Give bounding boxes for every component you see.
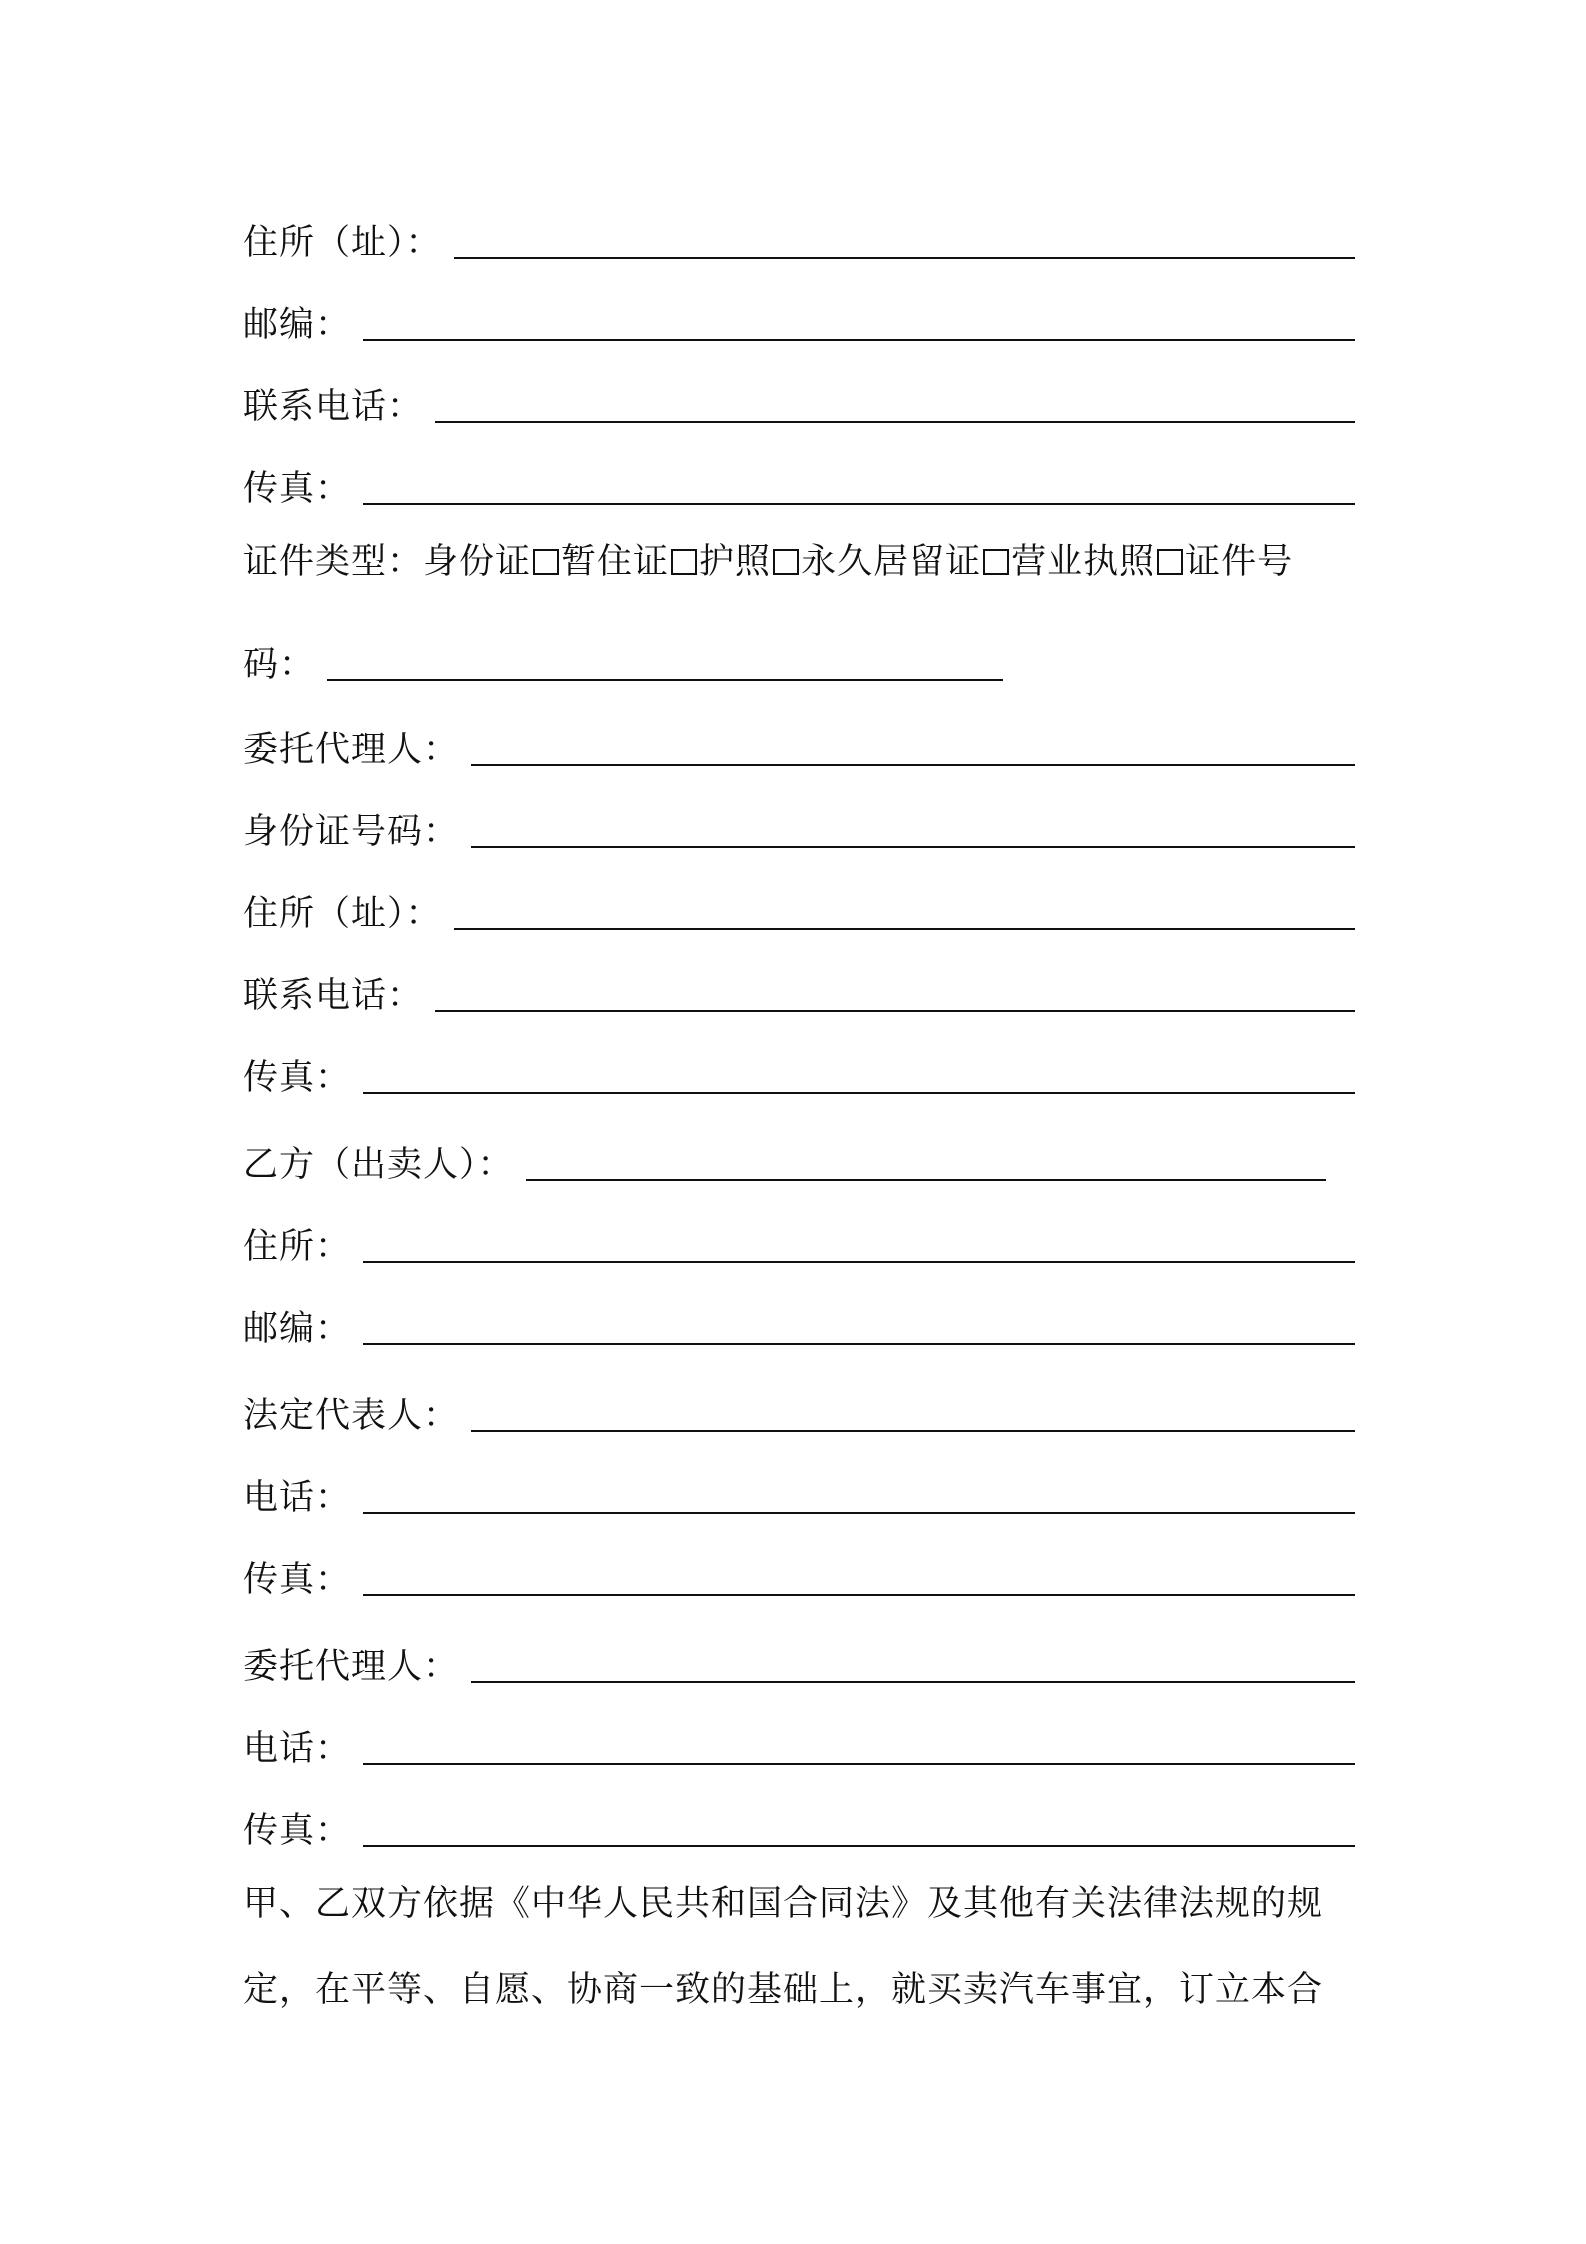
field-b-fax (243, 1542, 1355, 1602)
field-label: 委托代理人： (243, 730, 460, 770)
field-label: 邮编： (243, 305, 352, 345)
blank-line (471, 846, 1355, 848)
field-id-card-number (243, 794, 1355, 854)
field-b-agent-fax (243, 1793, 1355, 1853)
field-b-legal-rep (243, 1378, 1355, 1438)
id-option-label: 护照 (699, 542, 772, 582)
field-label: 电话： (243, 1729, 352, 1769)
field-label: 住所（址）： (243, 894, 442, 934)
blank-line (454, 257, 1355, 259)
blank-line (454, 928, 1355, 930)
field-fax (243, 451, 1355, 511)
field-label: 住所： (243, 1227, 352, 1267)
field-label: 传真： (243, 1560, 352, 1600)
blank-line (363, 503, 1355, 505)
id-number-label-part1: 证件号 (1185, 542, 1294, 582)
field-label: 住所（址）： (243, 223, 442, 263)
field-party-b (243, 1127, 1355, 1187)
field-agent-fax (243, 1040, 1355, 1100)
blank-line (363, 1512, 1355, 1514)
blank-line (471, 1430, 1355, 1432)
field-label: 传真： (243, 469, 352, 509)
checkbox[interactable] (671, 549, 697, 575)
blank-line (471, 764, 1355, 766)
field-label: 邮编： (243, 1309, 352, 1349)
field-label: 传真： (243, 1811, 352, 1851)
field-agent-address (243, 876, 1355, 936)
field-address (243, 205, 1355, 265)
checkbox[interactable] (1157, 549, 1183, 575)
field-b-phone (243, 1460, 1355, 1520)
field-label: 码： (243, 645, 316, 685)
field-agent (243, 712, 1355, 772)
field-label: 委托代理人： (243, 1647, 460, 1687)
blank-line (435, 421, 1355, 423)
id-type-label: 证件类型： (243, 542, 424, 582)
id-type-line (243, 540, 1355, 584)
id-option-label: 永久居留证 (801, 542, 982, 582)
id-option-label: 营业执照 (1011, 542, 1156, 582)
checkbox[interactable] (773, 549, 799, 575)
blank-line (363, 1261, 1355, 1263)
field-agent-phone (243, 958, 1355, 1018)
blank-line (363, 339, 1355, 341)
field-b-address (243, 1209, 1355, 1269)
blank-line (363, 1845, 1355, 1847)
id-option-label: 身份证 (423, 542, 532, 582)
blank-line (363, 1594, 1355, 1596)
field-label: 电话： (243, 1478, 352, 1518)
field-postcode (243, 287, 1355, 347)
field-label: 传真： (243, 1058, 352, 1098)
preamble-line-2: 定，在平等、自愿、协商一致的基础上，就买卖汽车事宜，订立本合 (243, 1970, 1324, 2010)
field-label: 联系电话： (243, 387, 424, 427)
blank-line (363, 1092, 1355, 1094)
field-b-agent-phone (243, 1711, 1355, 1771)
field-label: 法定代表人： (243, 1396, 460, 1436)
blank-line (363, 1343, 1355, 1345)
field-phone (243, 369, 1355, 429)
id-option-label: 暂住证 (561, 542, 670, 582)
field-b-postcode (243, 1291, 1355, 1351)
field-id-number (243, 627, 1355, 687)
field-label: 乙方（出卖人）： (243, 1145, 514, 1185)
blank-line (327, 679, 1003, 681)
blank-line (471, 1681, 1355, 1683)
blank-line (526, 1179, 1326, 1181)
field-label: 身份证号码： (243, 812, 460, 852)
checkbox[interactable] (983, 549, 1009, 575)
blank-line (363, 1763, 1355, 1765)
blank-line (435, 1010, 1355, 1012)
field-label: 联系电话： (243, 976, 424, 1016)
checkbox[interactable] (533, 549, 559, 575)
field-b-agent (243, 1629, 1355, 1689)
preamble-line-1: 甲、乙双方依据《中华人民共和国合同法》及其他有关法律法规的规 (243, 1884, 1324, 1924)
